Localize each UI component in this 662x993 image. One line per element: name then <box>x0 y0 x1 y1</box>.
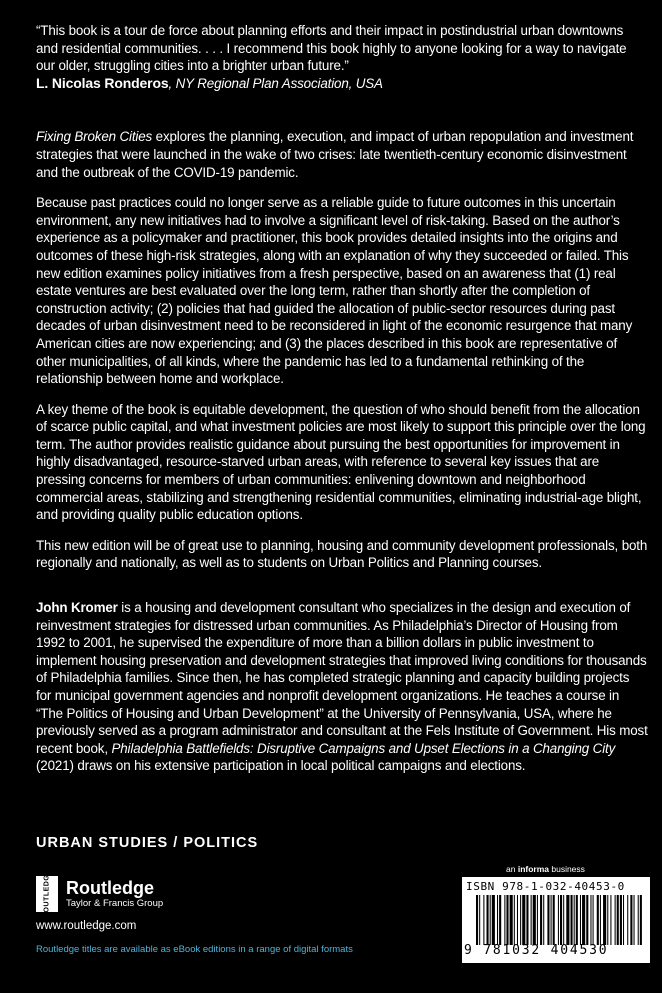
description-paragraph-1: Fixing Broken Cities explores the planning, execution, and impact of urban repopulation and investment strategies that were launched in the wake of two crises: late twentieth-century economic disinvestment and the outbreak of the COVID-19 pandemic. <box>36 129 634 180</box>
barcode-bar <box>506 895 508 945</box>
isbn-number: ISBN 978-1-032-40453-0 <box>466 880 625 893</box>
barcode-bar <box>560 895 562 945</box>
previous-book-title: Philadelphia Battlefields: Disruptive Campaigns and Upset Elections in a Changing City <box>111 740 616 756</box>
barcode-bar <box>543 895 544 945</box>
barcode-bar <box>547 895 549 945</box>
author-name: John Kromer <box>36 600 118 616</box>
isbn-barcode <box>462 877 650 963</box>
barcode-bar <box>630 895 632 945</box>
barcode-bar <box>603 895 606 945</box>
barcode-bar <box>537 895 538 945</box>
barcode-bar <box>590 895 591 945</box>
barcode-bar <box>558 895 559 945</box>
barcode-bar <box>504 895 505 945</box>
ebook-note: Routledge titles are available as eBook editions in a range of digital formats <box>36 944 353 955</box>
barcode-bar <box>586 895 588 945</box>
barcode-bar <box>638 895 639 945</box>
barcode-bar <box>576 895 578 945</box>
book-title: Fixing Broken Cities <box>36 129 153 145</box>
barcode-bar <box>607 895 608 945</box>
publisher-group: Taylor & Francis Group <box>66 898 164 909</box>
barcode-bar <box>487 895 489 945</box>
barcode-bar <box>526 895 528 945</box>
barcode-bar <box>476 895 478 945</box>
barcode-bar <box>620 895 622 945</box>
publisher-url[interactable]: www.routledge.com <box>36 920 137 932</box>
barcode-bar <box>566 895 569 945</box>
barcode-bar <box>574 895 575 945</box>
barcode-bar <box>492 895 495 945</box>
barcode-bar <box>600 895 601 945</box>
barcode-bar <box>531 895 532 945</box>
barcode-bar <box>520 895 521 945</box>
barcode-bar <box>551 895 552 945</box>
endorsement-quote: “This book is a tour de force about planning efforts and their impact in postindustrial urban downtowns and residential communities. . . . I recommend this book highly to anyone looking for a way to navigate our older, struggling cities into a brighter urban future.” <box>36 23 627 74</box>
barcode-bar <box>563 895 564 945</box>
publisher-name: Routledge <box>66 878 154 898</box>
informa-brand: informa <box>517 864 549 874</box>
barcode-bar <box>593 895 594 945</box>
barcode-bar <box>640 895 642 945</box>
description-paragraph-2: Because past practices could no longer serve as a reliable guide to future outcomes in this uncertain environment, any new initiatives had to involve a significant level of risk-taking. Based on the author’s experience as a policymaker and practitioner, this book provides detailed insights into the origins and outcomes of these high-risk strategies, along with an explanation of why they succeeded or failed. This new edition examines policy initiatives from a fresh perspective, based on an awareness that (1) real estate ventures are best evaluated over the long term, rather than shortly after the completion of construction activity; (2) policies that had guided the allocation of public-sector resources during past decades of urban disinvestment need to be reconsidered in light of the economic resurgence that many American cities are now experiencing; and (3) the places described in this book are representative of other municipalities, of all kinds, where the pandemic has led to a fundamental rethinking of the relationship between home and workplace. <box>36 195 633 387</box>
endorsement-attribution <box>36 75 648 93</box>
barcode-bar <box>522 895 525 945</box>
barcode-bar <box>582 895 585 945</box>
informa-tagline: an informa business <box>506 864 585 874</box>
barcode-bar <box>483 895 484 945</box>
barcode-bar <box>499 895 501 945</box>
barcode-bar <box>510 895 513 945</box>
barcode-bar <box>514 895 515 945</box>
barcode-bar <box>627 895 628 945</box>
barcode-bar <box>517 895 518 945</box>
barcode-bar <box>571 895 573 945</box>
barcode-bar <box>617 895 619 945</box>
barcode-bar <box>540 895 542 945</box>
back-cover-content <box>36 22 648 775</box>
barcode-bar <box>623 895 624 945</box>
barcode-bar <box>597 895 599 945</box>
publisher-logo <box>36 869 164 919</box>
subject-category: URBAN STUDIES / POLITICS <box>36 835 259 851</box>
routledge-logo-icon: ROUTLEDGE <box>36 876 58 912</box>
barcode-bar <box>490 895 491 945</box>
barcode-digits: 9 781032 404530 <box>464 943 609 958</box>
author-bio: John Kromer is a housing and development consultant who specializes in the design and execution of reinvestment strategies for distressed urban communities. As Philadelphia’s Director of Housing from 1992 to 2001, he supervised the expenditure of more than a billion dollars in public investment to implement housing preservation and development strategies that improved living conditions for thousands of Philadelphia families. Since then, he has completed strategic planning and capacity building projects for municipal government agencies and nonprofit development organizations. He teaches a course in “The Politics of Housing and Urban Development” at the University of Pennsylvania, USA, where he previously served as a program administrator and consultant at the Fels Institute of Government. His most recent book, Philadelphia Battlefields: Disruptive Campaigns and Upset Elections in a Changing City (2021) draws on his extensive participation in local political campaigns and elections. <box>36 600 648 774</box>
barcode-bar <box>634 895 635 945</box>
barcode-bar <box>533 895 536 945</box>
barcode-bar <box>615 895 616 945</box>
barcode-bar <box>610 895 611 945</box>
endorsement-affiliation: , NY Regional Plan Association, USA <box>168 75 383 91</box>
barcode-bar <box>479 895 480 945</box>
barcode-bar <box>580 895 581 945</box>
description-paragraph-4: This new edition will be of great use to planning, housing and community development professionals, both regionally and nationally, as well as to students on Urban Politics and Planning courses. <box>36 537 648 571</box>
endorsement-author: L. Nicolas Ronderos <box>36 74 169 91</box>
barcode-bar <box>497 895 498 945</box>
barcode-bar <box>553 895 555 945</box>
description-paragraph-3: A key theme of the book is equitable development, the question of who should benefit from the allocation of scarce public capital, and what investment policies are most likely to support this principle over the long term. The author provides realistic guidance about pursuing the best opportunities for improvement in highly disadvantaged, resource-starved urban areas, with reference to several key issues that are pressing concerns for members of urban communities: enlivening downtown and neighborhood commercial areas, stabilizing and strengthening residential communities, eliminating industrial-age blight, and providing quality public education options. <box>36 401 646 523</box>
barcode-bars-icon <box>476 895 644 945</box>
